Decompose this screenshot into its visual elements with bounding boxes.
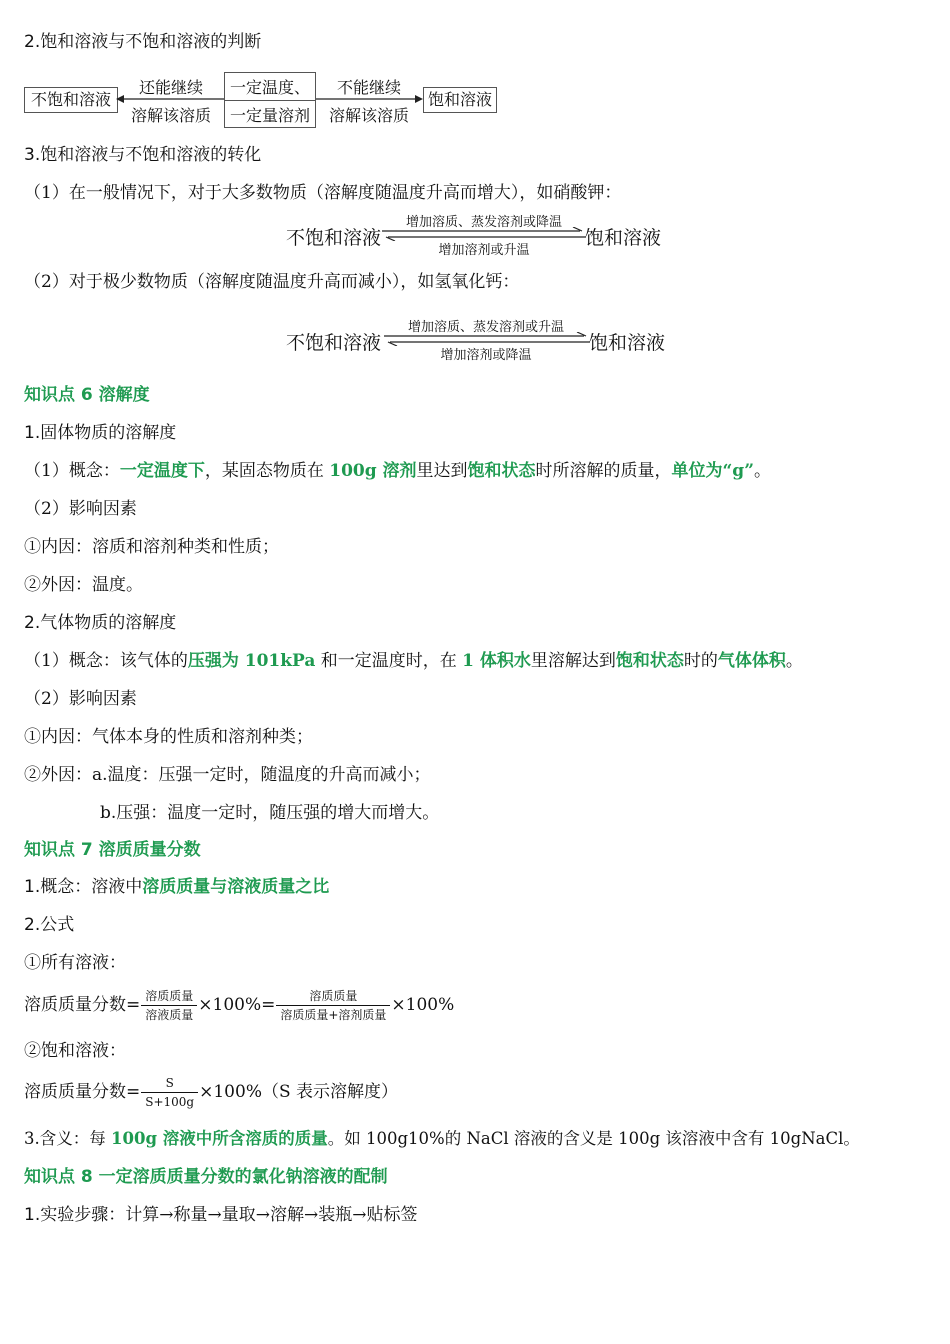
gas-internal-factor: ①内因：气体本身的性质和溶剂种类； [24, 727, 313, 747]
gas-solubility-title: 2.气体物质的溶解度 [24, 613, 177, 633]
fraction [276, 989, 390, 1022]
conv1-bottom: 增加溶剂或升温 [438, 243, 530, 258]
conv2-bottom: 增加溶剂或降温 [440, 348, 532, 363]
highlight: 100g 溶剂 [329, 461, 417, 481]
text: 1.实验步骤： [24, 1205, 126, 1225]
text: 。 [753, 461, 771, 481]
conv1-right: 饱和溶液 [585, 227, 662, 249]
solid-external-factor: ②外因：温度。 [24, 575, 143, 595]
arrow2-top-label: 不能继续 [336, 78, 401, 97]
text: 里达到 [416, 461, 468, 481]
highlight: 饱和状态 [467, 461, 536, 481]
section-title-conversion: 3.饱和溶液与不饱和溶液的转化 [24, 145, 262, 165]
arrow1-top-label: 还能继续 [138, 78, 203, 97]
experiment-steps [24, 1203, 417, 1227]
text: 1.概念：溶液中 [24, 877, 143, 897]
arrow-right-icon [316, 94, 424, 104]
text: 时所溶解的质量， [535, 461, 672, 481]
arrow-left-icon [116, 94, 226, 104]
solid-internal-factor: ①内因：溶质和溶剂种类和性质； [24, 537, 279, 557]
text: ，某固态物质在 [204, 461, 330, 481]
highlight: 一定温度下 [119, 461, 205, 481]
section-title-judgment: 2.饱和溶液与不饱和溶液的判断 [24, 32, 262, 52]
highlight: 饱和状态 [615, 651, 684, 671]
text: 和一定温度时，在 [315, 651, 463, 671]
solid-factors-title: （2）影响因素 [24, 499, 137, 519]
formula-end: ×100%（S 表示溶解度） [199, 1082, 399, 1102]
highlight: 1 体积水 [462, 651, 531, 671]
mass-fraction-concept [24, 875, 329, 899]
solid-concept [24, 459, 771, 483]
arrow1-bottom-label: 溶解该溶质 [130, 106, 211, 125]
denominator: 溶质质量+溶剂质量 [280, 1008, 387, 1022]
formula-end: ×100% [391, 995, 455, 1015]
highlight: 100g 溶液中所含溶质的质量 [111, 1129, 328, 1148]
denominator: 溶液质量 [145, 1008, 194, 1022]
all-solutions-label: ①所有溶液： [24, 953, 126, 973]
mass-fraction-meaning [24, 1127, 860, 1151]
numerator: S [141, 1076, 198, 1093]
gas-external-factor-temp: ②外因：a.温度：压强一定时，随温度的升高而减小； [24, 765, 431, 785]
numerator: 溶质质量 [141, 989, 197, 1006]
fraction [141, 1076, 198, 1109]
kp7-heading: 知识点 7 溶质质量分数 [24, 840, 201, 860]
conv1-top: 增加溶质、蒸发溶剂或降温 [405, 215, 562, 230]
formula-mid: ×100%= [198, 995, 276, 1015]
saturated-box: 饱和溶液 [423, 87, 497, 113]
kp8-heading: 知识点 8 一定溶质质量分数的氯化钠溶液的配制 [24, 1167, 388, 1187]
conv2-left: 不饱和溶液 [286, 332, 382, 354]
conv1-left: 不饱和溶液 [286, 227, 382, 249]
formula-title: 2.公式 [24, 915, 75, 935]
denominator: S+100g [145, 1095, 195, 1109]
kp6-heading: 知识点 6 溶解度 [24, 385, 150, 405]
condition-top: 一定温度、 [229, 78, 310, 97]
text: 3.含义：每 [24, 1129, 111, 1148]
conversion-case-1: （1）在一般情况下，对于大多数物质（溶解度随温度升高而增大），如硝酸钾： [24, 183, 622, 203]
conversion-case-2: （2）对于极少数物质（溶解度随温度升高而减小），如氢氧化钙： [24, 272, 520, 292]
fraction [141, 989, 197, 1022]
highlight: 气体体积 [717, 651, 786, 671]
formula-label: 溶质质量分数= [24, 995, 141, 1015]
solid-solubility-title: 1.固体物质的溶解度 [24, 423, 177, 443]
text: 时的 [683, 651, 718, 671]
gas-concept [24, 649, 803, 673]
text: 计算→称量→量取→溶解→装瓶→贴标签 [125, 1205, 418, 1225]
unsaturated-box: 不饱和溶液 [24, 87, 118, 113]
text: （1）概念：该气体的 [24, 651, 188, 671]
highlight: 压强为 101kPa [187, 651, 316, 671]
text: （1）概念： [24, 461, 120, 481]
text: 。 [785, 651, 803, 671]
condition-bottom: 一定量溶剂 [229, 106, 310, 125]
formula-all-solutions [24, 988, 454, 1022]
conv2-right: 饱和溶液 [589, 332, 666, 354]
text: 里溶解达到 [530, 651, 616, 671]
highlight: 单位为“g” [671, 461, 754, 481]
gas-factors-title: （2）影响因素 [24, 689, 137, 709]
formula-label: 溶质质量分数= [24, 1082, 141, 1102]
gas-external-factor-pressure: b.压强：温度一定时，随压强的增大而增大。 [100, 803, 440, 823]
conv2-top: 增加溶质、蒸发溶剂或升温 [407, 320, 564, 335]
numerator: 溶质质量 [276, 989, 390, 1006]
saturated-solution-label: ②饱和溶液： [24, 1041, 126, 1061]
condition-box [224, 72, 316, 128]
highlight: 溶质质量与溶液质量之比 [142, 877, 330, 897]
arrow2-bottom-label: 溶解该溶质 [328, 106, 409, 125]
formula-saturated [24, 1075, 398, 1109]
text: 。如 100g10%的 NaCl 溶液的含义是 100g 该溶液中含有 10gNaCl。 [327, 1129, 860, 1148]
